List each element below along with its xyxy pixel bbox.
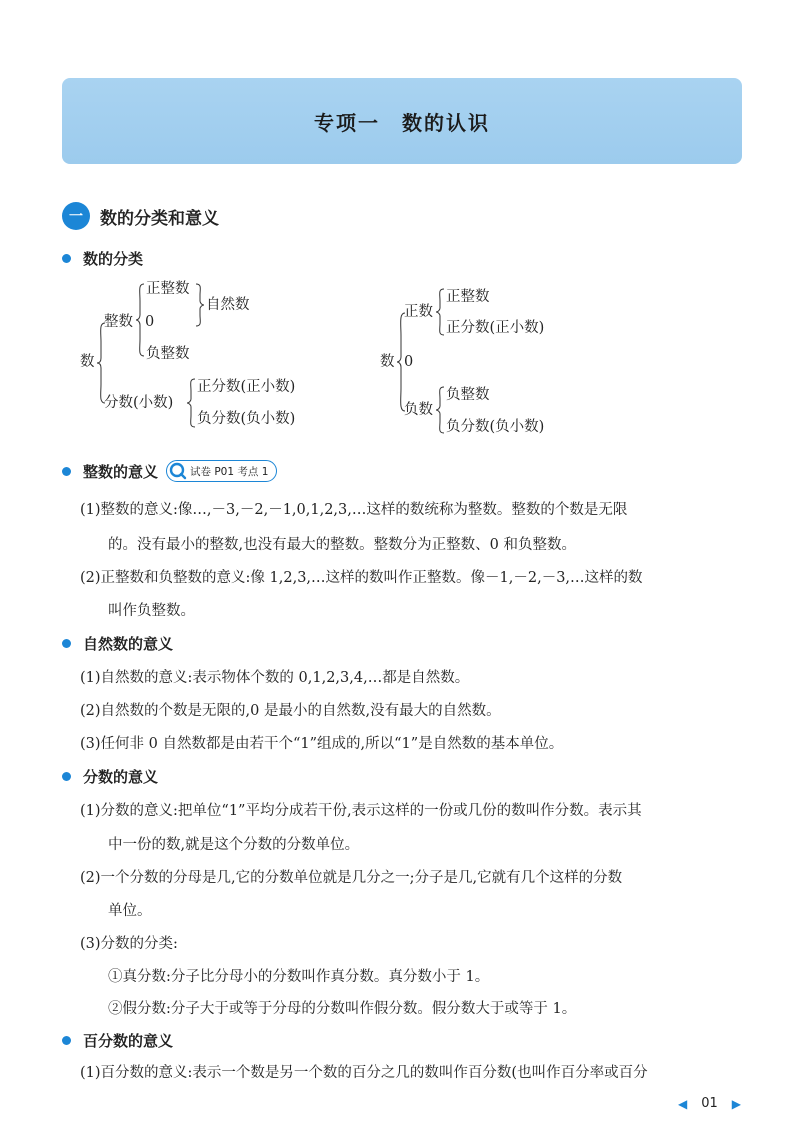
paragraph-line: (1)分数的意义:把单位“1”平均分成若干份,表示这样的一份或几份的数叫作分数。表示其 <box>80 803 642 819</box>
tree1-integer: 整数 <box>104 314 133 330</box>
bullet-dot <box>62 1036 71 1045</box>
paragraph-line: 叫作负整数。 <box>108 603 195 619</box>
tree2-neg-frac: 负分数(负小数) <box>446 419 545 435</box>
tree1-brace-integer <box>135 283 145 357</box>
subheading-label: 分数的意义 <box>83 768 159 786</box>
section-number-badge: 一 <box>62 202 90 230</box>
tree1-natural: 自然数 <box>206 297 250 313</box>
tree1-neg-frac: 负分数(负小数) <box>197 411 296 427</box>
tree1-fraction: 分数(小数) <box>104 395 174 411</box>
subheading-label: 数的分类 <box>83 250 144 268</box>
subheading-label: 自然数的意义 <box>83 635 174 653</box>
tree2-zero: 0 <box>404 354 414 370</box>
paragraph-line: (1)自然数的意义:表示物体个数的 0,1,2,3,4,…都是自然数。 <box>80 670 470 686</box>
bullet-dot <box>62 639 71 648</box>
bullet-dot <box>62 467 71 476</box>
paragraph-line: (3)任何非 0 自然数都是由若干个“1”组成的,所以“1”是自然数的基本单位。 <box>80 736 564 752</box>
tree1-brace-fraction <box>186 378 196 428</box>
tree2-root: 数 <box>380 354 395 370</box>
subheading-natural <box>62 633 173 654</box>
tree1-brace-natural <box>195 283 205 327</box>
exam-reference-text: 试卷 P01 考点 1 <box>190 465 269 478</box>
subheading-fraction <box>62 766 158 787</box>
subheading-integer <box>62 460 277 482</box>
tree2-brace-positive <box>435 288 445 336</box>
paragraph-line: ①真分数:分子比分母小的分数叫作真分数。真分数小于 1。 <box>108 969 490 985</box>
next-page-icon[interactable]: ▶ <box>731 1096 742 1111</box>
paragraph-line: (2)一个分数的分母是几,它的分数单位就是几分之一;分子是几,它就有几个这样的分数 <box>80 870 623 886</box>
paragraph-line: (2)正整数和负整数的意义:像 1,2,3,…这样的数叫作正整数。像－1,－2,－3,…这样的数 <box>80 570 643 586</box>
tree2-pos-frac: 正分数(正小数) <box>446 320 545 336</box>
subheading-label: 整数的意义 <box>83 462 159 481</box>
subheading-percent <box>62 1030 173 1051</box>
tree1-pos-int: 正整数 <box>146 281 190 297</box>
subheading-label: 百分数的意义 <box>83 1032 174 1050</box>
paragraph-line: (2)自然数的个数是无限的,0 是最小的自然数,没有最大的自然数。 <box>80 703 501 719</box>
page-number: 01 <box>701 1096 718 1111</box>
subheading-classify <box>62 248 143 269</box>
tree1-pos-frac: 正分数(正小数) <box>197 379 296 395</box>
paragraph-line: ②假分数:分子大于或等于分母的分数叫作假分数。假分数大于或等于 1。 <box>108 1001 577 1017</box>
tree1-zero: 0 <box>145 314 155 330</box>
tree1-neg-int: 负整数 <box>146 346 190 362</box>
section-heading <box>62 202 219 230</box>
title-banner <box>62 78 742 164</box>
bullet-dot <box>62 254 71 263</box>
page-navigation <box>678 1096 741 1111</box>
tree2-brace-negative <box>435 386 445 434</box>
tree2-negative: 负数 <box>404 402 433 418</box>
section-title: 数的分类和意义 <box>100 208 219 229</box>
page-title: 专项一 数的认识 <box>314 110 490 135</box>
tree1-root: 数 <box>80 354 95 370</box>
paragraph-line: 中一份的数,就是这个分数的分数单位。 <box>108 837 360 853</box>
paragraph-line: (3)分数的分类: <box>80 936 178 952</box>
paragraph-line: (1)百分数的意义:表示一个数是另一个数的百分之几的数叫作百分数(也叫作百分率或百分 <box>80 1065 648 1081</box>
magnifier-icon <box>169 462 187 480</box>
paragraph-line: (1)整数的意义:像…,－3,－2,－1,0,1,2,3,…这样的数统称为整数。整数的个数是无限 <box>80 502 628 518</box>
tree1-brace-root <box>96 322 106 404</box>
tree2-positive: 正数 <box>404 304 433 320</box>
tree2-pos-int: 正整数 <box>446 289 490 305</box>
exam-reference-tag[interactable] <box>166 460 277 482</box>
tree2-neg-int: 负整数 <box>446 387 490 403</box>
prev-page-icon[interactable]: ◀ <box>678 1096 688 1111</box>
bullet-dot <box>62 772 71 781</box>
paragraph-line: 的。没有最小的整数,也没有最大的整数。整数分为正整数、0 和负整数。 <box>108 537 576 553</box>
paragraph-line: 单位。 <box>108 903 152 919</box>
